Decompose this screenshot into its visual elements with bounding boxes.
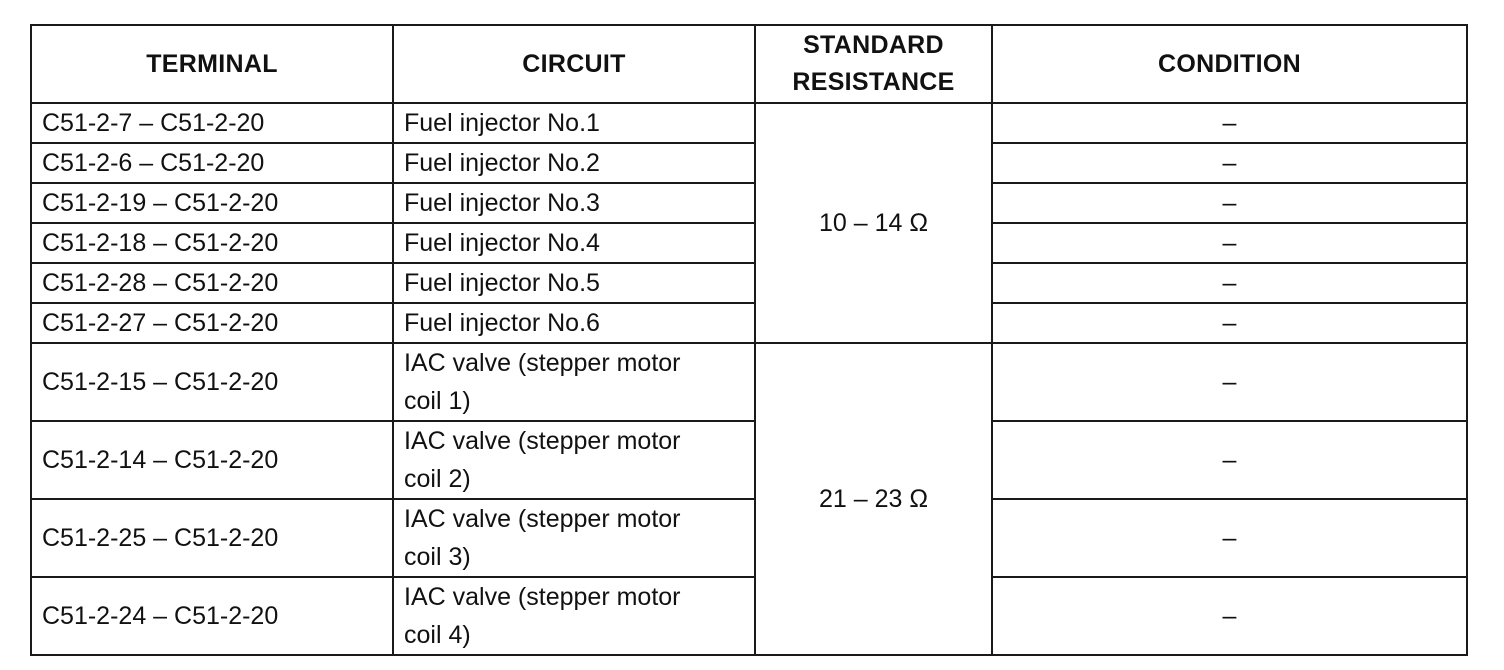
circuit-cell: Fuel injector No.1 [393,103,755,143]
circuit-line: coil 1) [404,387,471,415]
circuit-line: IAC valve (stepper motor [404,583,681,611]
condition-cell: – [992,143,1467,183]
header-resistance-line1: STANDARD [803,31,944,59]
terminal-cell: C51-2-27 – C51-2-20 [31,303,393,343]
terminal-cell: C51-2-18 – C51-2-20 [31,223,393,263]
table-row [31,577,1467,655]
header-terminal: TERMINAL [31,25,393,103]
table-row [31,343,1467,421]
circuit-cell: Fuel injector No.3 [393,183,755,223]
condition-cell: – [992,421,1467,499]
circuit-line: coil 4) [404,621,471,649]
condition-cell: – [992,223,1467,263]
table-row [31,183,1467,223]
condition-cell: – [992,103,1467,143]
circuit-cell: Fuel injector No.2 [393,143,755,183]
terminal-cell: C51-2-14 – C51-2-20 [31,421,393,499]
terminal-cell: C51-2-28 – C51-2-20 [31,263,393,303]
resistance-cell [755,103,992,343]
header-resistance-line2: RESISTANCE [792,68,955,96]
circuit-cell [393,577,755,655]
condition-cell: – [992,577,1467,655]
table-row [31,499,1467,577]
terminal-cell: C51-2-15 – C51-2-20 [31,343,393,421]
condition-cell: – [992,343,1467,421]
circuit-cell [393,499,755,577]
resistance-cell [755,343,992,655]
header-condition: CONDITION [992,25,1467,103]
circuit-line: IAC valve (stepper motor [404,505,681,533]
circuit-cell: Fuel injector No.6 [393,303,755,343]
condition-cell: – [992,303,1467,343]
circuit-cell: Fuel injector No.5 [393,263,755,303]
table-row [31,103,1467,143]
terminal-cell: C51-2-7 – C51-2-20 [31,103,393,143]
terminal-cell: C51-2-6 – C51-2-20 [31,143,393,183]
circuit-line: coil 3) [404,543,471,571]
table-row [31,263,1467,303]
resistance-value: 10 – 14 Ω [818,208,929,237]
header-standard-resistance [755,25,992,103]
condition-cell: – [992,263,1467,303]
condition-cell: – [992,183,1467,223]
circuit-line: IAC valve (stepper motor [404,427,681,455]
table-row [31,223,1467,263]
terminal-cell: C51-2-25 – C51-2-20 [31,499,393,577]
resistance-spec-table [30,24,1468,656]
circuit-cell [393,421,755,499]
condition-cell: – [992,499,1467,577]
header-circuit: CIRCUIT [393,25,755,103]
terminal-cell: C51-2-19 – C51-2-20 [31,183,393,223]
circuit-cell: Fuel injector No.4 [393,223,755,263]
table-row [31,421,1467,499]
header-row [31,25,1467,103]
table-row [31,143,1467,183]
circuit-cell [393,343,755,421]
table-row [31,303,1467,343]
resistance-value: 21 – 23 Ω [818,484,929,513]
terminal-cell: C51-2-24 – C51-2-20 [31,577,393,655]
circuit-line: coil 2) [404,465,471,493]
circuit-line: IAC valve (stepper motor [404,349,681,377]
